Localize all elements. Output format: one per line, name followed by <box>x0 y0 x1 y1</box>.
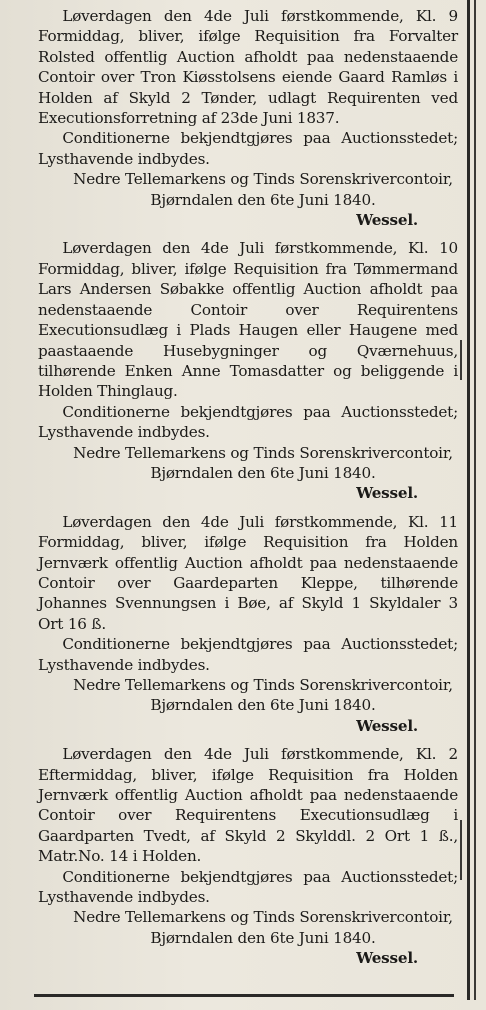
column-rule <box>474 0 476 1000</box>
notice-signature: Wessel. <box>356 716 418 735</box>
auction-notice-1 <box>38 6 458 230</box>
notice-conditions: Conditionerne bekjendtgjøres paa Auctionsstedet; Lysthavende indbydes. <box>38 402 458 442</box>
notice-conditions: Conditionerne bekjendtgjøres paa Auctionsstedet; Lysthavende indbydes. <box>38 129 458 168</box>
notice-court: Nedre Tellemarkens og Tinds Sorenskrivercontoir, Bjørndalen den 6te Juni 1840. <box>73 170 453 209</box>
notice-column <box>38 6 458 977</box>
notice-signature: Wessel. <box>356 484 418 503</box>
column-rule <box>467 0 470 1000</box>
notice-court: Nedre Tellemarkens og Tinds Sorenskrivercontoir, Bjørndalen den 6te Juni 1840. <box>73 676 453 715</box>
notice-conditions: Conditionerne bekjendtgjøres paa Auctionsstedet; Lysthavende indbydes. <box>38 635 458 674</box>
column-rule-fragment <box>460 820 462 880</box>
notice-body: Løverdagen den 4de Juli førstkommende, Kl. 10 Formiddag, bliver, ifølge Requisition fra Tømmermand Lars Andersen Søbakke offentlig Auction afholdt paa nedenstaaende Contoir over Requirentens Executionsudlæg i Plads Haugen eller Haugene med paastaaende Husebygninger og Qværnehuus, tilhørende Enken Anne Tomasdatter og beliggende i Holden Thinglaug. <box>38 239 458 401</box>
notice-signature: Wessel. <box>356 949 418 968</box>
auction-notice-4 <box>38 744 458 968</box>
column-rule-fragment <box>460 340 462 380</box>
notice-conditions: Conditionerne bekjendtgjøres paa Auctionsstedet; Lysthavende indbydes. <box>38 867 458 907</box>
notice-body: Løverdagen den 4de Juli førstkommende, Kl. 11 Formiddag, bliver, ifølge Requisition fra Holden Jernværk offentlig Auction afholdt paa nedenstaaende Contoir over Gaardeparten Kleppe, tilhørende Johannes Svennungsen i Bøe, af Skyld 1 Skyldaler 3 Ort 16 ß. <box>38 512 458 633</box>
auction-notice-2 <box>38 238 458 503</box>
section-divider <box>34 994 454 997</box>
notice-body: Løverdagen den 4de Juli førstkommende, Kl. 2 Eftermiddag, bliver, ifølge Requisition fra Holden Jernværk offentlig Auction afholdt paa nedenstaaende Contoir over Requirentens Executionsudlæg i Gaardparten Tvedt, af Skyld 2 Skylddl. 2 Ort 1 ß., Matr.No. 14 i Holden. <box>38 745 458 866</box>
notice-body: Løverdagen den 4de Juli førstkommende, Kl. 9 Formiddag, bliver, ifølge Requisition fra Forvalter Rolsted offentlig Auction afholdt paa nedenstaaende Contoir over Tron Kiøsstolsens eiende Gaard Ramløs i Holden af Skyld 2 Tønder, udlagt Requirenten ved Executionsforretning af 23de Juni 1837. <box>38 7 458 128</box>
notice-signature: Wessel. <box>356 211 418 230</box>
notice-court: Nedre Tellemarkens og Tinds Sorenskrivercontoir, Bjørndalen den 6te Juni 1840. <box>73 443 453 482</box>
notice-court: Nedre Tellemarkens og Tinds Sorenskrivercontoir, Bjørndalen den 6te Juni 1840. <box>73 908 453 947</box>
auction-notice-3 <box>38 512 458 736</box>
